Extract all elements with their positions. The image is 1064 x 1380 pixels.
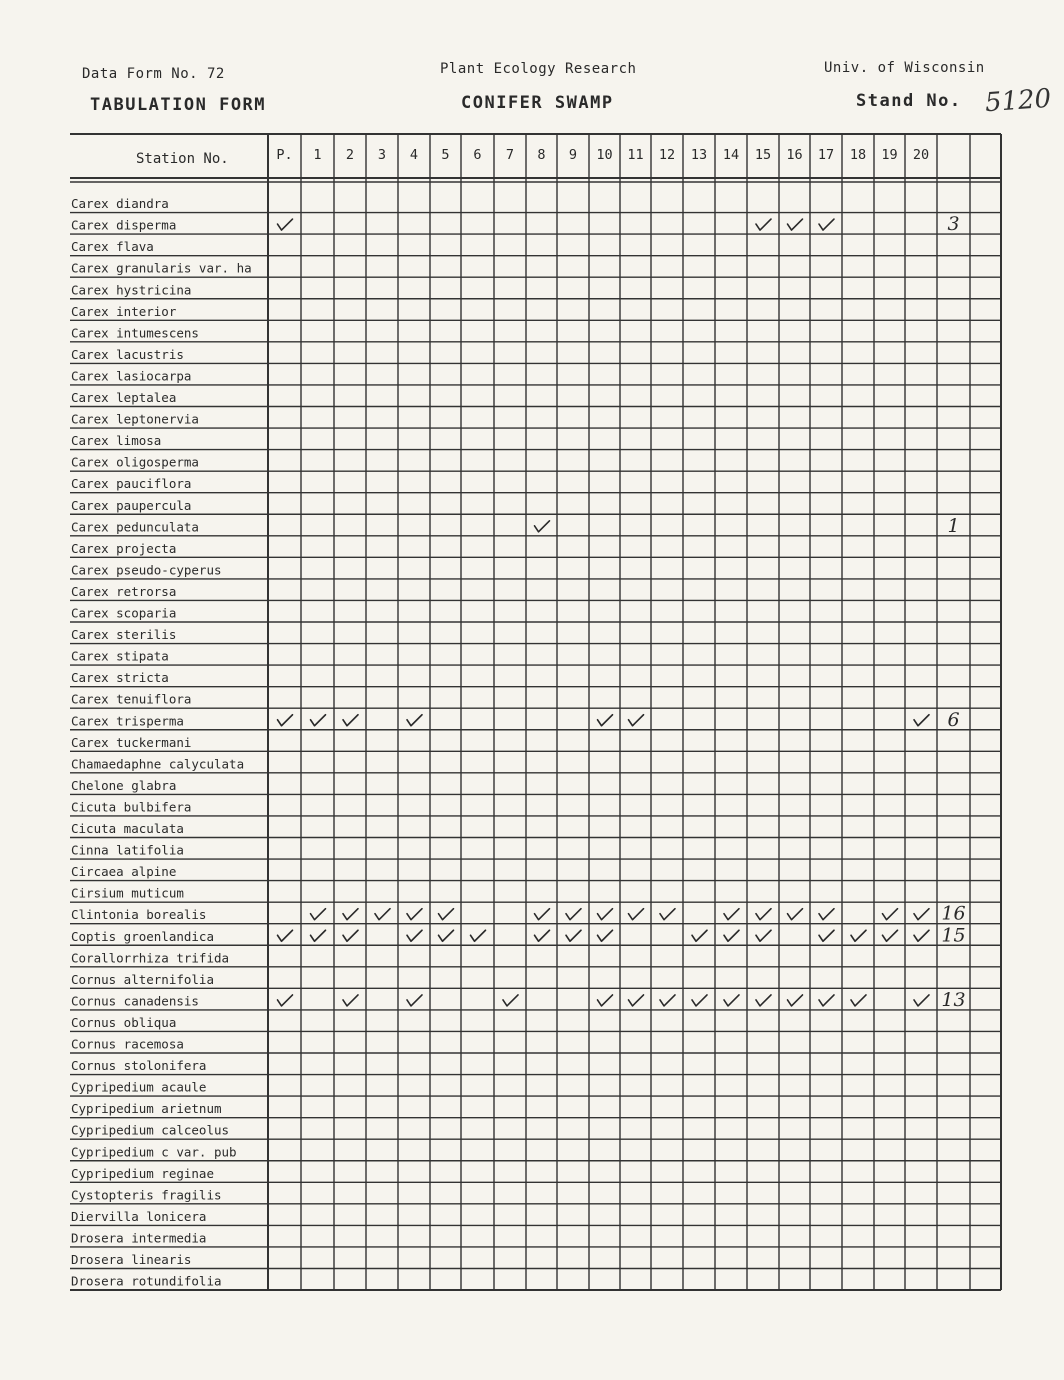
check-mark: [851, 930, 866, 941]
check-mark: [788, 219, 803, 230]
check-mark: [598, 995, 613, 1006]
check-mark: [311, 909, 326, 920]
species-name: Carex stricta: [71, 670, 169, 686]
check-mark: [756, 219, 771, 230]
check-mark: [692, 995, 707, 1006]
column-header-1: 1: [313, 147, 322, 163]
check-mark: [756, 909, 771, 920]
species-name: Cypripedium c var. pub: [71, 1144, 237, 1160]
check-mark: [439, 930, 454, 941]
species-name: Drosera linearis: [71, 1252, 192, 1267]
column-header-12: 12: [658, 147, 676, 163]
species-name: Cirsium muticum: [71, 885, 184, 901]
check-mark: [660, 995, 675, 1006]
species-name: Chelone glabra: [71, 777, 177, 793]
species-name: Carex projecta: [71, 540, 177, 556]
check-mark: [566, 930, 581, 941]
community-title: CONIFER SWAMP: [461, 93, 614, 113]
check-mark: [598, 909, 613, 920]
check-mark: [692, 930, 707, 941]
check-mark: [819, 219, 834, 230]
species-name: Cypripedium calceolus: [71, 1122, 230, 1138]
check-mark: [278, 715, 293, 726]
species-name: Cornus obliqua: [71, 1014, 177, 1030]
species-name: Cypripedium arietnum: [71, 1101, 222, 1117]
species-name: Carex interior: [71, 303, 177, 319]
check-mark: [471, 930, 486, 941]
species-name: Cinna latifolia: [71, 842, 184, 858]
check-mark: [278, 219, 293, 230]
check-mark: [629, 909, 644, 920]
column-header-16: 16: [786, 147, 803, 163]
row-total: 3: [947, 213, 960, 236]
species-name: Cystopteris fragilis: [71, 1187, 222, 1203]
check-mark: [851, 995, 866, 1006]
research-title: Plant Ecology Research: [440, 61, 637, 77]
species-name: Carex tuckermani: [71, 734, 192, 750]
row-total: 1: [947, 514, 960, 537]
species-name: Chamaedaphne calyculata: [71, 756, 245, 772]
species-name: Carex disperma: [71, 217, 177, 233]
column-header-10: 10: [596, 147, 613, 163]
stand-number-label: Stand No.: [856, 91, 962, 111]
species-name: Carex intumescens: [71, 325, 199, 341]
column-header-18: 18: [849, 147, 867, 163]
check-mark: [756, 995, 771, 1006]
species-name: Carex pseudo-cyperus: [71, 562, 222, 578]
column-header-13: 13: [690, 147, 708, 163]
check-mark: [535, 930, 550, 941]
species-name: Circaea alpine: [71, 864, 177, 880]
check-mark: [566, 909, 581, 920]
column-header-20: 20: [912, 147, 930, 163]
column-header-9: 9: [568, 147, 578, 163]
check-mark: [278, 930, 293, 941]
check-mark: [535, 909, 550, 920]
check-mark: [724, 930, 739, 941]
check-mark: [819, 909, 834, 920]
check-mark: [343, 909, 358, 920]
check-mark: [278, 995, 293, 1006]
species-name: Carex retrorsa: [71, 583, 177, 599]
species-name: Carex lacustris: [71, 346, 184, 362]
check-mark: [914, 930, 929, 941]
column-header-4: 4: [409, 147, 419, 163]
check-mark: [311, 715, 326, 726]
species-name: Carex flava: [71, 239, 154, 255]
species-name: Cornus stolonifera: [71, 1058, 207, 1074]
check-mark: [407, 995, 422, 1006]
check-mark: [724, 909, 739, 920]
row-total: 13: [941, 988, 966, 1011]
species-name: Carex sterilis: [71, 627, 177, 643]
station-number-header: Station No.: [136, 151, 229, 167]
stand-number-value: 5120: [984, 83, 1053, 119]
column-header-19: 19: [881, 147, 898, 163]
species-name: Carex granularis var. ha: [71, 260, 252, 276]
species-name: Cicuta bulbifera: [71, 799, 192, 815]
species-name: Carex limosa: [71, 433, 162, 449]
species-name: Coptis groenlandica: [71, 928, 214, 944]
check-mark: [788, 909, 803, 920]
check-mark: [535, 521, 550, 532]
check-mark: [629, 715, 644, 726]
check-mark: [439, 909, 454, 920]
check-mark: [629, 995, 644, 1006]
species-name: Cypripedium acaule: [71, 1079, 207, 1095]
check-mark: [819, 930, 834, 941]
column-header-15: 15: [754, 147, 772, 163]
species-name: Corallorrhiza trifida: [71, 950, 230, 966]
check-mark: [407, 909, 422, 920]
species-name: Carex leptonervia: [71, 411, 199, 427]
species-name: Carex pauciflora: [71, 476, 192, 492]
check-mark: [598, 930, 613, 941]
species-name: Carex lasiocarpa: [71, 368, 192, 384]
species-name: Carex leptalea: [71, 390, 177, 405]
species-name: Clintonia borealis: [71, 907, 207, 923]
species-name: Carex pedunculata: [71, 519, 199, 535]
species-name: Cornus canadensis: [71, 993, 199, 1009]
check-mark: [819, 995, 834, 1006]
check-mark: [503, 995, 518, 1006]
species-name: Carex oligosperma: [71, 454, 199, 470]
check-mark: [788, 995, 803, 1006]
column-header-14: 14: [722, 147, 740, 163]
species-name: Drosera rotundifolia: [71, 1273, 222, 1289]
check-mark: [660, 909, 675, 920]
row-total: 15: [941, 924, 966, 947]
form-title: TABULATION FORM: [90, 95, 267, 115]
species-name: Diervilla lonicera: [71, 1208, 207, 1224]
column-header-2: 2: [345, 147, 355, 163]
check-mark: [343, 930, 358, 941]
species-name: Carex tenuiflora: [71, 691, 192, 707]
check-mark: [724, 995, 739, 1006]
check-mark: [343, 715, 358, 726]
column-header-p: P.: [276, 147, 293, 163]
species-name: Carex diandra: [71, 196, 169, 212]
form-number: Data Form No. 72: [82, 66, 225, 82]
check-mark: [914, 909, 929, 920]
species-name: Carex stipata: [71, 648, 169, 664]
check-mark: [756, 930, 771, 941]
check-mark: [407, 930, 422, 941]
species-name: Carex scoparia: [71, 605, 177, 621]
university-name: Univ. of Wisconsin: [824, 60, 985, 76]
column-header-8: 8: [537, 147, 546, 163]
check-mark: [914, 715, 929, 726]
species-name: Drosera intermedia: [71, 1230, 207, 1246]
check-mark: [914, 995, 929, 1006]
column-header-11: 11: [627, 147, 644, 163]
species-name: Carex trisperma: [71, 713, 184, 729]
column-header-3: 3: [377, 147, 387, 163]
check-mark: [598, 715, 613, 726]
species-name: Carex hystricina: [71, 282, 192, 298]
column-header-7: 7: [505, 147, 515, 163]
species-name: Cornus racemosa: [71, 1036, 184, 1052]
column-header-5: 5: [441, 147, 450, 163]
check-mark: [407, 715, 422, 726]
species-name: Cypripedium reginae: [71, 1165, 214, 1181]
check-mark: [883, 909, 898, 920]
check-mark: [883, 930, 898, 941]
species-name: Cornus alternifolia: [71, 971, 214, 987]
check-mark: [311, 930, 326, 941]
check-mark: [375, 909, 390, 920]
column-header-6: 6: [473, 147, 482, 163]
species-name: Cicuta maculata: [71, 821, 184, 836]
column-header-17: 17: [817, 147, 835, 163]
check-mark: [343, 995, 358, 1006]
species-name: Carex paupercula: [71, 497, 192, 513]
row-total: 16: [941, 902, 966, 925]
row-total: 6: [947, 708, 960, 731]
